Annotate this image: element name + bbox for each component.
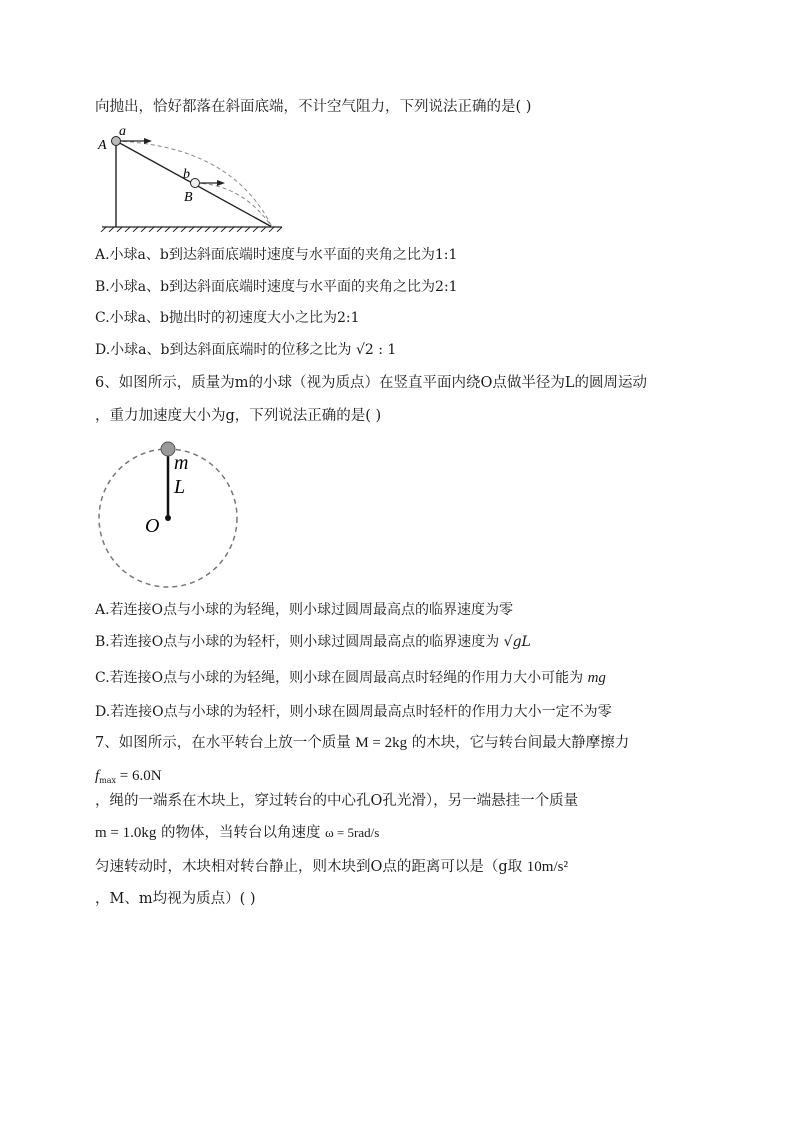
q5-option-d-text: D.小球a、b到达斜面底端时的位移之比为 [95,342,352,358]
q5-option-b: B.小球a、b到达斜面底端时速度与水平面的夹角之比为2:1 [95,279,458,295]
label-L: L [174,476,186,498]
circle-figure [90,438,250,590]
sqrt2-ratio: √2 : 1 [355,342,397,358]
q6-option-c-text: C.若连接O点与小球的为轻绳，则小球在圆周最高点时轻绳的作用力大小可能为 [95,670,584,686]
q6-option-b-text: B.若连接O点与小球的为轻杆，则小球过圆周最高点的临界速度为 [95,634,500,650]
q7-line3: ，绳的一端系在木块上，穿过转台的中心孔O孔光滑），另一端悬挂一个质量 [95,793,579,809]
q7-line1-text: 7、如图所示，在水平转台上放一个质量 [95,735,351,751]
label-a: a [119,124,126,139]
incline-figure [92,122,292,232]
q5-option-d [95,340,396,360]
q7-line4 [95,823,379,843]
q7-line6: ，M、m均视为质点）( ) [95,891,256,907]
q7-line5-text: 匀速转动时，木块相对转台静止，则木块到O点的距离可以是（g取 [95,859,523,875]
mass-M: M = 2kg [355,735,408,751]
q6-option-d: D.若连接O点与小球的为轻杆，则小球在圆周最高点时轻杆的作用力大小一定不为零 [95,704,612,720]
q7-fmax [95,766,162,791]
q7-line1-tail: 的木块，它与转台间最大静摩擦力 [411,735,630,751]
q6-option-c [95,668,606,688]
q5-option-c: C.小球a、b抛出时的初速度大小之比为2:1 [95,310,360,326]
omega-value: ω = 5rad/s [325,825,380,840]
q6-stem-line2: ，重力加速度大小为g，下列说法正确的是( ) [95,408,382,424]
mg-math: mg [587,670,606,686]
label-b: b [183,167,190,182]
q5-option-a: A.小球a、b到达斜面底端时速度与水平面的夹角之比为1:1 [95,247,458,263]
g-value: 10m/s² [526,859,568,875]
q7-line5 [95,857,568,877]
q6-option-a: A.若连接O点与小球的为轻绳，则小球过圆周最高点的临界速度为零 [95,602,514,618]
f-subscript: max [99,776,117,785]
label-B: B [184,190,193,205]
q5-stem-tail: 向抛出，恰好都落在斜面底端，不计空气阻力，下列说法正确的是( ) [95,99,532,115]
q7-line4-mid: 的物体，当转台以角速度 [161,825,321,841]
label-m: m [174,452,189,474]
mass-m: m = 1.0kg [95,825,157,841]
q6-stem-line1: 6、如图所示，质量为m的小球（视为质点）在竖直平面内绕O点做半径为L的圆周运动 [95,375,647,391]
f-symbol: f [95,768,100,784]
label-O: O [145,515,160,537]
f-value: = 6.0N [116,768,162,784]
sqrt-gl: √gL [503,634,531,650]
label-A: A [98,138,107,153]
q6-option-b [95,632,531,652]
q7-line1 [95,733,629,753]
